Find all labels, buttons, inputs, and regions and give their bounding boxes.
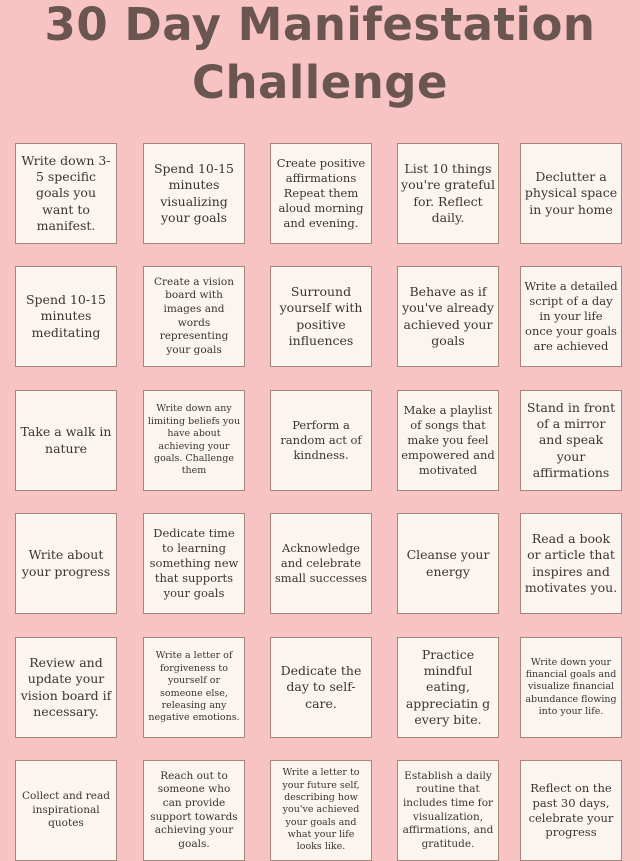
day-card-24 [397, 637, 499, 738]
day-card-text: Review and update your vision board if necessary. [20, 655, 112, 719]
day-card-text: Create a vision board with images and words representing your goals [153, 275, 235, 356]
day-card-text: List 10 things you're grateful for. Reflect daily. [401, 161, 495, 225]
day-card-text: Collect and read inspirational quotes [21, 790, 111, 830]
day-card-13 [270, 390, 372, 491]
day-card-text: Stand in front of a mirror and speak your affirmations [526, 399, 616, 480]
day-card-28 [270, 760, 372, 861]
day-card-text: Make a playlist of songs that make you feel empowered and motivated [401, 403, 495, 477]
day-card-text: Take a walk in nature [20, 424, 112, 456]
day-card-18 [270, 513, 372, 614]
day-card-20 [520, 513, 622, 614]
title-line-1: 30 Day Manifestation [44, 0, 596, 51]
day-card-text: Reflect on the past 30 days, celebrate your progress [528, 780, 614, 840]
day-card-5 [520, 143, 622, 244]
day-card-text: Dedicate the day to self-care. [280, 663, 362, 711]
day-card-9 [397, 266, 499, 367]
day-card-10 [520, 266, 622, 367]
day-card-text: Write a letter to your future self, describing how you've achieved your goals and what your life looks like. [282, 767, 360, 853]
day-card-text: Create positive affirmations Repeat them aloud morning and evening. [276, 156, 366, 230]
day-card-7 [143, 266, 245, 367]
day-card-17 [143, 513, 245, 614]
day-card-1 [15, 143, 117, 244]
day-card-19 [397, 513, 499, 614]
day-card-text: Spend 10-15 minutes visualizing your goals [153, 161, 235, 225]
day-card-text: Surround yourself with positive influences [279, 284, 363, 348]
day-card-3 [270, 143, 372, 244]
day-card-text: Write a detailed script of a day in your life once your goals are achieved [524, 279, 618, 353]
day-card-11 [15, 390, 117, 491]
day-card-25 [520, 637, 622, 738]
day-card-text: Write down 3-5 specific goals you want to manifest. [21, 152, 111, 233]
day-card-text: Write about your progress [21, 547, 111, 579]
day-card-30 [520, 760, 622, 861]
day-card-26 [15, 760, 117, 861]
day-card-text: Declutter a physical space in your home [524, 169, 618, 217]
day-card-text: Write a letter of forgiveness to yourself or someone else, releasing any negative emotions. [148, 650, 240, 724]
day-card-text: Reach out to someone who can provide support towards achieving your goals. [150, 769, 238, 850]
day-card-text: Dedicate time to learning something new that supports your goals [149, 526, 239, 600]
day-card-text: Write down your financial goals and visualize financial abundance flowing into your life. [525, 656, 617, 718]
day-card-4 [397, 143, 499, 244]
day-card-text: Spend 10-15 minutes meditating [25, 292, 107, 340]
day-card-27 [143, 760, 245, 861]
day-card-16 [15, 513, 117, 614]
day-card-21 [15, 637, 117, 738]
day-card-29 [397, 760, 499, 861]
day-card-2 [143, 143, 245, 244]
day-card-22 [143, 637, 245, 738]
day-card-12 [143, 390, 245, 491]
day-card-text: Read a book or article that inspires and motivates you. [524, 531, 618, 595]
day-card-15 [520, 390, 622, 491]
day-card-6 [15, 266, 117, 367]
title-line-2: Challenge [191, 56, 449, 109]
day-card-14 [397, 390, 499, 491]
day-card-text: Perform a random act of kindness. [280, 418, 362, 462]
day-card-text: Cleanse your energy [406, 547, 490, 579]
day-card-text: Acknowledge and celebrate small successes [274, 541, 368, 585]
day-card-text: Practice mindful eating, appreciatin g every bite. [405, 646, 491, 727]
day-card-text: Behave as if you've already achieved your goals [402, 284, 494, 348]
day-card-8 [270, 266, 372, 367]
day-card-23 [270, 637, 372, 738]
day-card-text: Establish a daily routine that includes time for visualization, affirmations, and gratitude. [402, 769, 494, 850]
day-card-text: Write down any limiting beliefs you have about achieving your goals. Challenge them [147, 403, 241, 477]
